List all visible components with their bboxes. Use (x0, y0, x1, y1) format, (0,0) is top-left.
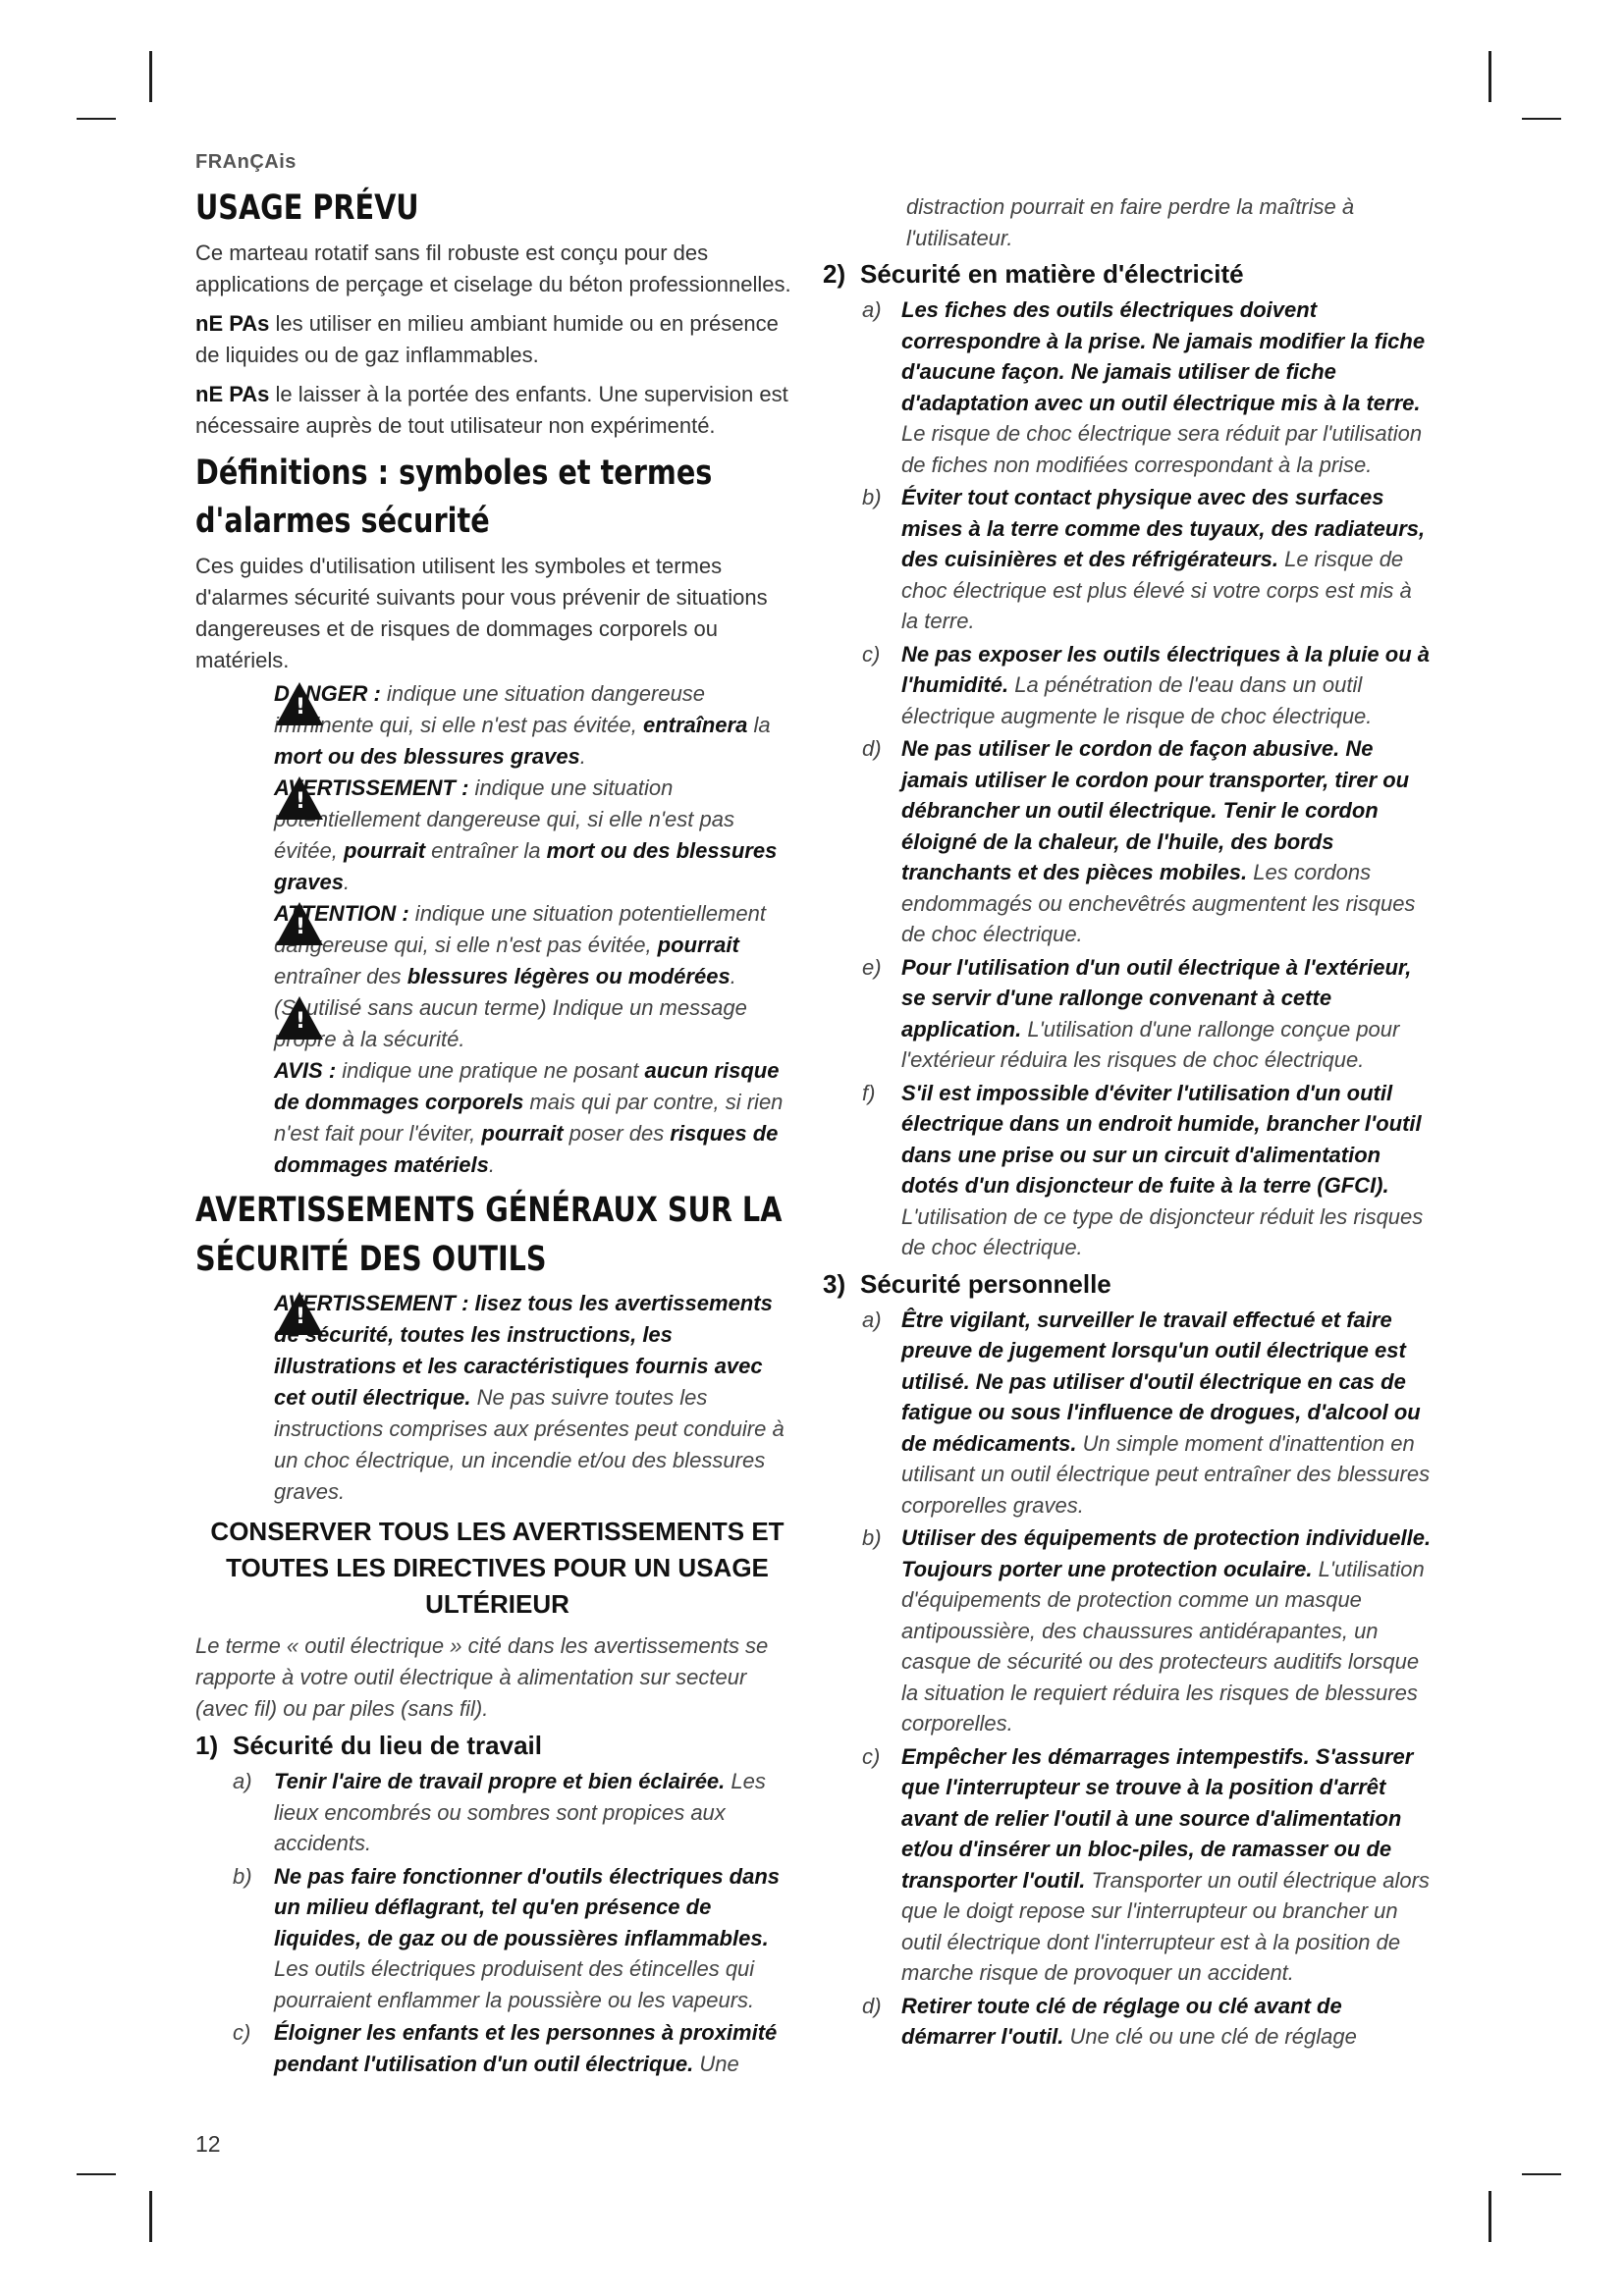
caution-text-2: entraîner des (274, 964, 407, 989)
crop-mark (1522, 2173, 1561, 2175)
crop-mark (77, 2173, 116, 2175)
page-number: 12 (195, 2131, 221, 2157)
section-2-item-b (823, 482, 1434, 637)
caution-text-1: indique une situation potentiellement dangereuse qui, si elle n'est pas évitée, (274, 901, 766, 958)
item-letter: a) (233, 1769, 252, 1794)
general-warning (195, 1288, 799, 1508)
section-2-item-e (823, 952, 1434, 1076)
danger-definition (195, 678, 799, 773)
item-bold: Éviter tout contact physique avec des surfaces mises à la terre comme des tuyaux, des radiateurs, des cuisinières et des réfrigérateurs. (901, 485, 1426, 571)
section-3-item-d (823, 1991, 1434, 2053)
intended-use-title: USAGE PRÉVU (195, 188, 419, 228)
item-letter: c) (862, 1743, 881, 1769)
general-warning-bold: AVERTISSEMENT : lisez tous les avertissements de sécurité, toutes les instructions, les illustrations et les caractéristiques fournis avec cet outil électrique. (274, 1291, 773, 1411)
section-2-item-d (823, 733, 1434, 950)
crop-mark (1489, 51, 1491, 102)
warning-triangle-icon (276, 1292, 323, 1335)
item-bold: Pour l'utilisation d'un outil électrique à l'extérieur, se servir d'une rallonge convenant à cette application. (901, 954, 1412, 1041)
section-number: 1) (195, 1731, 219, 1761)
caution-label: ATTENTION : (274, 901, 409, 927)
item-text: Les cordons endommagés ou enchevêtrés augmentent les risques de choc électrique. (901, 860, 1416, 946)
section-3-heading (823, 1267, 1434, 1301)
item-bold: Retirer toute clé de réglage ou clé avant de démarrer l'outil. (901, 1993, 1342, 2049)
item-bold: Ne pas faire fonctionner d'outils électriques dans un milieu déflagrant, tel qu'en présence de liquides, de gaz ou de poussières inflammables. (274, 1863, 781, 1950)
warning-text-1: indique une situation potentiellement dangereuse qui, si elle n'est pas évitée, (274, 775, 734, 864)
section-2-heading (823, 257, 1434, 291)
notice-definition (195, 1055, 799, 1181)
warning-bold-1: pourrait (343, 838, 426, 864)
item-bold: Être vigilant, surveiller le travail effectué et faire preuve de jugement lorsqu'un outil électrique est utilisé. Ne pas utiliser d'outil électrique en cas de fatigue ou sous l'influence de drogues, d'alcool ou de médicaments. (901, 1307, 1421, 1456)
item-text: Les lieux encombrés ou sombres sont propices aux accidents. (274, 1769, 766, 1856)
item-letter: e) (862, 954, 882, 980)
item-letter: a) (862, 297, 882, 322)
notice-text-4: . (488, 1152, 495, 1178)
section-1-item-c (195, 2017, 799, 2079)
text: les utiliser en milieu ambiant humide ou en présence de liquides ou de gaz inflammables. (195, 310, 779, 367)
warning-triangle-icon (276, 996, 323, 1040)
danger-text-2: la (747, 713, 771, 738)
notice-label: AVIS : (274, 1058, 337, 1084)
section-title: Sécurité en matière d'électricité (860, 259, 1244, 289)
warning-label: AVERTISSEMENT : (274, 775, 469, 801)
item-text: Le risque de choc électrique est plus élevé si votre corps est mis à la terre. (901, 547, 1412, 633)
section-number: 3) (823, 1268, 846, 1299)
item-text: L'utilisation d'équipements de protection comme un masque antipoussière, des chaussures antidérapantes, un casque de sécurité ou des protecteurs auditifs lorsque la situation le requiert réduira les risques de blessures corporelles. (901, 1556, 1425, 1735)
notice-text-1: indique une pratique ne posant (336, 1058, 645, 1084)
danger-text-3: . (579, 744, 586, 770)
notice-text-3: poser des (563, 1121, 671, 1147)
caution-bold-2: blessures légères ou modérées (406, 964, 731, 989)
item-bold: Ne pas utiliser le cordon de façon abusive. Ne jamais utiliser le cordon pour transporter, tirer ou débrancher un outil électrique. Tenir le cordon éloigné de la chaleur, de l'huile, des bords tranchants et des pièces mobiles. (901, 736, 1410, 884)
danger-bold-2: mort ou des blessures graves (274, 744, 580, 770)
notice-bold-3: risques de dommages matériels (274, 1121, 779, 1178)
item-letter: c) (862, 641, 881, 667)
notice-bold-2: pourrait (481, 1121, 564, 1147)
danger-text-1: indique une situation dangereuse imminente qui, si elle n'est pas évitée, (274, 681, 706, 738)
item-letter: b) (862, 1525, 882, 1550)
item-letter: d) (862, 736, 882, 761)
section-1-heading (195, 1729, 799, 1762)
crop-mark (149, 2191, 152, 2242)
section-3-item-c (823, 1741, 1434, 1989)
warning-definition (195, 773, 799, 898)
item-bold: Les fiches des outils électriques doivent correspondre à la prise. Ne jamais modifier la fiche d'aucune façon. Ne jamais utiliser de fiche d'adaptation avec un outil électrique mis à la terre. (901, 297, 1426, 415)
item-bold: Ne pas exposer les outils électriques à la pluie ou à l'humidité. (901, 641, 1430, 697)
general-warnings-title: AVERTISSEMENTS GÉNÉRAUX SUR LA SÉCURITÉ DES OUTILS (195, 1191, 783, 1279)
warning-triangle-icon (276, 902, 323, 945)
item-text: Les outils électriques produisent des étincelles qui pourraient enflammer la poussière ou les vapeurs. (274, 1956, 755, 2012)
crop-mark (149, 51, 152, 102)
warning-bold-2: mort ou des blessures graves (274, 838, 778, 895)
lead: nE PAs (195, 381, 270, 406)
item-text: La pénétration de l'eau dans un outil électrique augmente le risque de choc électrique. (901, 672, 1373, 728)
general-warning-text: Ne pas suivre toutes les instructions comprises aux présentes peut conduire à un choc électrique, un incendie et/ou des blessures graves. (274, 1385, 785, 1505)
crop-mark (1489, 2191, 1491, 2242)
definitions-title: Définitions : symboles et termes d'alarmes sécurité (195, 453, 713, 542)
item-text: Une (693, 2051, 739, 2076)
right-column (823, 191, 1434, 2055)
item-text: Une clé ou une clé de réglage (1063, 2024, 1357, 2049)
item-bold: S'il est impossible d'éviter l'utilisation d'un outil électrique dans un endroit humide, brancher l'outil dans une prise ou sur un circuit d'alimentation dotés d'un disjoncteur de fuite à la terre (GFCI). (901, 1080, 1422, 1198)
lead: nE PAs (195, 310, 270, 336)
item-letter: b) (233, 1863, 252, 1889)
crop-mark (1522, 118, 1561, 120)
item-bold: Utiliser des équipements de protection individuelle. Toujours porter une protection oculaire. (901, 1525, 1432, 1581)
section-1-item-a (195, 1766, 799, 1859)
item-letter: d) (862, 1993, 882, 2018)
section-3-item-b (823, 1522, 1434, 1739)
warning-text-3: . (343, 870, 351, 895)
section-title: Sécurité du lieu de travail (233, 1731, 542, 1761)
section-2-item-f (823, 1078, 1434, 1263)
definitions-intro: Ces guides d'utilisation utilisent les symboles et termes d'alarmes sécurité suivants pour vous prévenir de situations dangereuses et de risques de dommages corporels ou matériels. (195, 554, 768, 673)
crop-mark (77, 118, 116, 120)
danger-label: DANGER : (274, 681, 381, 707)
term-note: Le terme « outil électrique » cité dans les avertissements se rapporte à votre outil électrique à alimentation sur secteur (avec fil) ou par piles (sans fil). (195, 1633, 769, 1722)
item-text: L'utilisation d'une rallonge conçue pour l'extérieur réduira les risques de choc électrique. (901, 1016, 1400, 1072)
item-letter: a) (862, 1307, 882, 1332)
item-bold: Empêcher les démarrages intempestifs. S'assurer que l'interrupteur se trouve à la position d'arrêt avant de relier l'outil à une source d'alimentation et/ou d'insérer un bloc-piles, de ramasser ou de transporter l'outil. (901, 1743, 1414, 1893)
warning-text-2: entraîner la (425, 838, 547, 864)
item-bold: Tenir l'aire de travail propre et bien éclairée. (274, 1769, 726, 1794)
notice-text-2: mais qui par contre, si rien n'est fait pour l'éviter, (274, 1090, 784, 1147)
warning-triangle-icon (276, 776, 323, 820)
danger-bold-1: entraînera (642, 713, 748, 738)
item-text: Le risque de choc électrique sera réduit par l'utilisation de fiches non modifiées correspondant à la prise. (901, 421, 1423, 477)
warning-triangle-icon (276, 682, 323, 725)
section-3-item-a (823, 1305, 1434, 1522)
left-column (195, 185, 799, 2081)
no-term-text: (Si utilisé sans aucun terme) Indique un message propre à la sécurité. (274, 995, 747, 1052)
item-bold: Éloigner les enfants et les personnes à proximité pendant l'utilisation d'un outil électrique. (274, 2020, 778, 2076)
item-text: L'utilisation de ce type de disjoncteur réduit les risques de choc électrique. (901, 1203, 1424, 1259)
item-text: Un simple moment d'inattention en utilisant un outil électrique peut entraîner des blessures corporelles graves. (901, 1430, 1431, 1518)
section-2-item-c (823, 639, 1434, 732)
item-letter: c) (233, 2020, 251, 2046)
language-label: FRAnÇAis (195, 151, 297, 173)
notice-bold-1: aucun risque de dommages corporels (274, 1058, 780, 1115)
no-term-definition (195, 992, 799, 1055)
intended-use-p2 (195, 308, 799, 371)
caution-bold-1: pourrait (657, 933, 739, 958)
section-number: 2) (823, 259, 846, 289)
item-letter: b) (862, 485, 882, 509)
item-letter: f) (862, 1080, 876, 1105)
caution-text-3: . (730, 964, 736, 989)
section-title: Sécurité personnelle (860, 1268, 1111, 1299)
section-1-item-b (195, 1861, 799, 2016)
text: le laisser à la portée des enfants. Une supervision est nécessaire auprès de tout utilisateur non expérimenté. (195, 381, 788, 438)
intended-use-p1: Ce marteau rotatif sans fil robuste est conçu pour des applications de perçage et ciselage du béton professionnelles. (195, 240, 791, 296)
item-text: Transporter un outil électrique alors que le doigt repose sur l'interrupteur ou brancher un outil électrique dont l'interrupteur est à la position de marche risque de provoquer un accident. (901, 1867, 1430, 1985)
section-2-item-a (823, 294, 1434, 480)
keep-instructions-title: CONSERVER TOUS LES AVERTISSEMENTS ET TOUTES LES DIRECTIVES POUR UN USAGE ULTÉRIEUR (210, 1517, 785, 1620)
section-1-item-c-continued: distraction pourrait en faire perdre la maîtrise à l'utilisateur. (906, 194, 1355, 250)
caution-definition (195, 898, 799, 992)
intended-use-p3 (195, 379, 799, 442)
